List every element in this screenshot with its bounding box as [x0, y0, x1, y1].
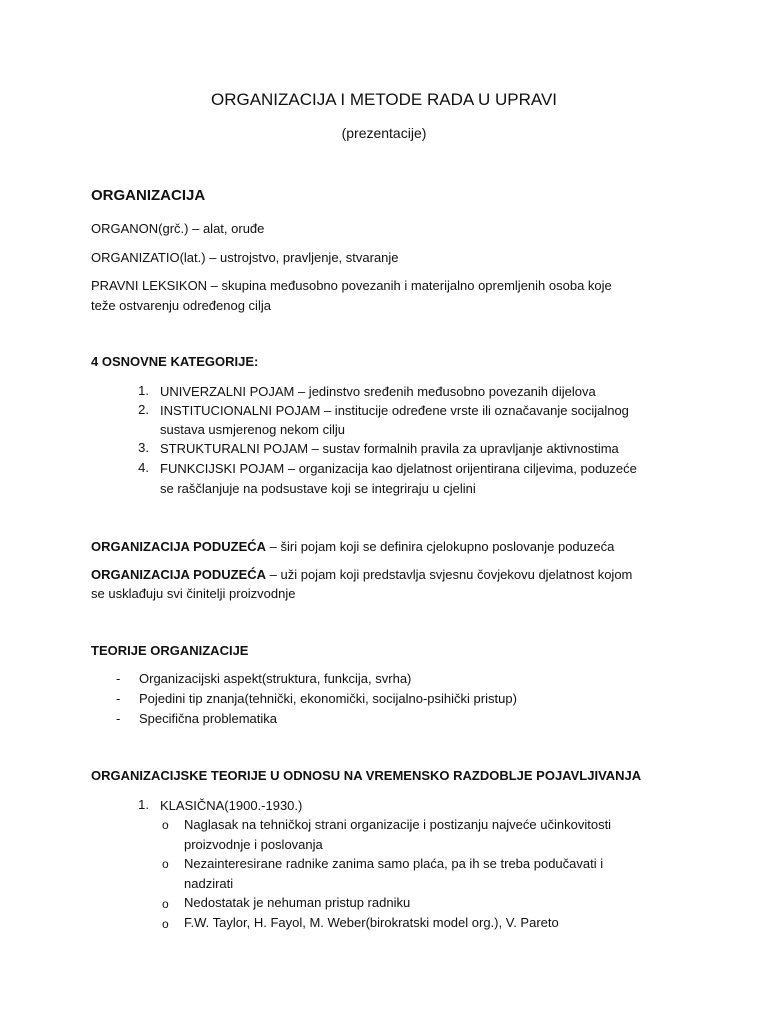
sub-item-text: F.W. Taylor, H. Fayol, M. Weber(birokratski model org.), V. Pareto	[184, 915, 559, 930]
list-item-text-cont: se raščlanjuje na podsustave koji se integriraju u cjelini	[160, 481, 476, 496]
list-item-text: KLASIČNA(1900.-1930.)	[160, 798, 303, 813]
list-item-text: STRUKTURALNI POJAM – sustav formalnih pravila za upravljanje aktivnostima	[160, 441, 619, 456]
dash-bullet: -	[116, 711, 121, 726]
section-heading-organizacija: ORGANIZACIJA	[91, 187, 206, 204]
list-item-text: UNIVERZALNI POJAM – jedinstvo sređenih međusobno povezanih dijelova	[160, 384, 596, 399]
list-item: Specifična problematika	[139, 711, 278, 726]
term-bold: ORGANIZACIJA PODUZEĆA	[91, 539, 267, 554]
circle-bullet-icon: o	[162, 818, 169, 832]
list-item-text-cont: sustava usmjerenog nekom cilju	[160, 422, 345, 437]
definition-text: – širi pojam koji se definira cjelokupno poslovanje poduzeća	[266, 539, 615, 554]
circle-bullet-icon: o	[162, 857, 169, 871]
definition-organizatio: ORGANIZATIO(lat.) – ustrojstvo, pravljenje, stvaranje	[91, 250, 399, 265]
teorije-heading: TEORIJE ORGANIZACIJE	[91, 643, 249, 658]
sub-item-text: Nezainteresirane radnike zanima samo plaća, pa ih se treba podučavati i	[184, 856, 604, 871]
list-item: Organizacijski aspekt(struktura, funkcija, svrha)	[139, 671, 412, 686]
categories-heading: 4 OSNOVNE KATEGORIJE:	[91, 354, 259, 369]
definition-organon: ORGANON(grč.) – alat, oruđe	[91, 221, 265, 236]
document-title: ORGANIZACIJA I METODE RADA U UPRAVI	[210, 90, 558, 109]
list-number: 4.	[138, 460, 149, 475]
list-item-text: FUNKCIJSKI POJAM – organizacija kao djelatnost orijentirana ciljevima, poduzeće	[160, 461, 637, 476]
list-number: 1.	[138, 797, 149, 812]
org-poduzeca-def1	[91, 537, 614, 557]
list-number: 2.	[138, 402, 149, 417]
document-subtitle: (prezentacije)	[341, 125, 427, 141]
razdoblje-heading: ORGANIZACIJSKE TEORIJE U ODNOSU NA VREMENSKO RAZDOBLJE POJAVLJIVANJA	[91, 768, 642, 783]
list-number: 3.	[138, 440, 149, 455]
sub-item-text: Naglasak na tehničkoj strani organizacije i postizanju najveće učinkovitosti	[184, 817, 612, 832]
circle-bullet-icon: o	[162, 897, 169, 911]
dash-bullet: -	[116, 671, 121, 686]
dash-bullet: -	[116, 691, 121, 706]
org-poduzeca-def2	[91, 565, 632, 585]
definition-text: – uži pojam koji predstavlja svjesnu čovjekovu djelatnost kojom	[266, 567, 633, 582]
list-item: Pojedini tip znanja(tehnički, ekonomički, socijalno-psihički pristup)	[139, 691, 517, 706]
definition-pravni-leksikon-line2: teže ostvarenju određenog cilja	[91, 298, 271, 313]
sub-item-text-cont: proizvodnje i poslovanja	[184, 837, 323, 852]
circle-bullet-icon: o	[162, 917, 169, 931]
sub-item-text: Nedostatak je nehuman pristup radniku	[184, 895, 411, 910]
sub-item-text-cont: nadzirati	[184, 876, 234, 891]
definition-pravni-leksikon-line1: PRAVNI LEKSIKON – skupina međusobno povezanih i materijalno opremljenih osoba koje	[91, 278, 612, 293]
org-poduzeca-def2-line2: se usklađuju svi činitelji proizvodnje	[91, 586, 296, 601]
list-item-text: INSTITUCIONALNI POJAM – institucije određene vrste ili označavanje socijalnog	[160, 403, 629, 418]
list-number: 1.	[138, 383, 149, 398]
term-bold: ORGANIZACIJA PODUZEĆA	[91, 567, 267, 582]
